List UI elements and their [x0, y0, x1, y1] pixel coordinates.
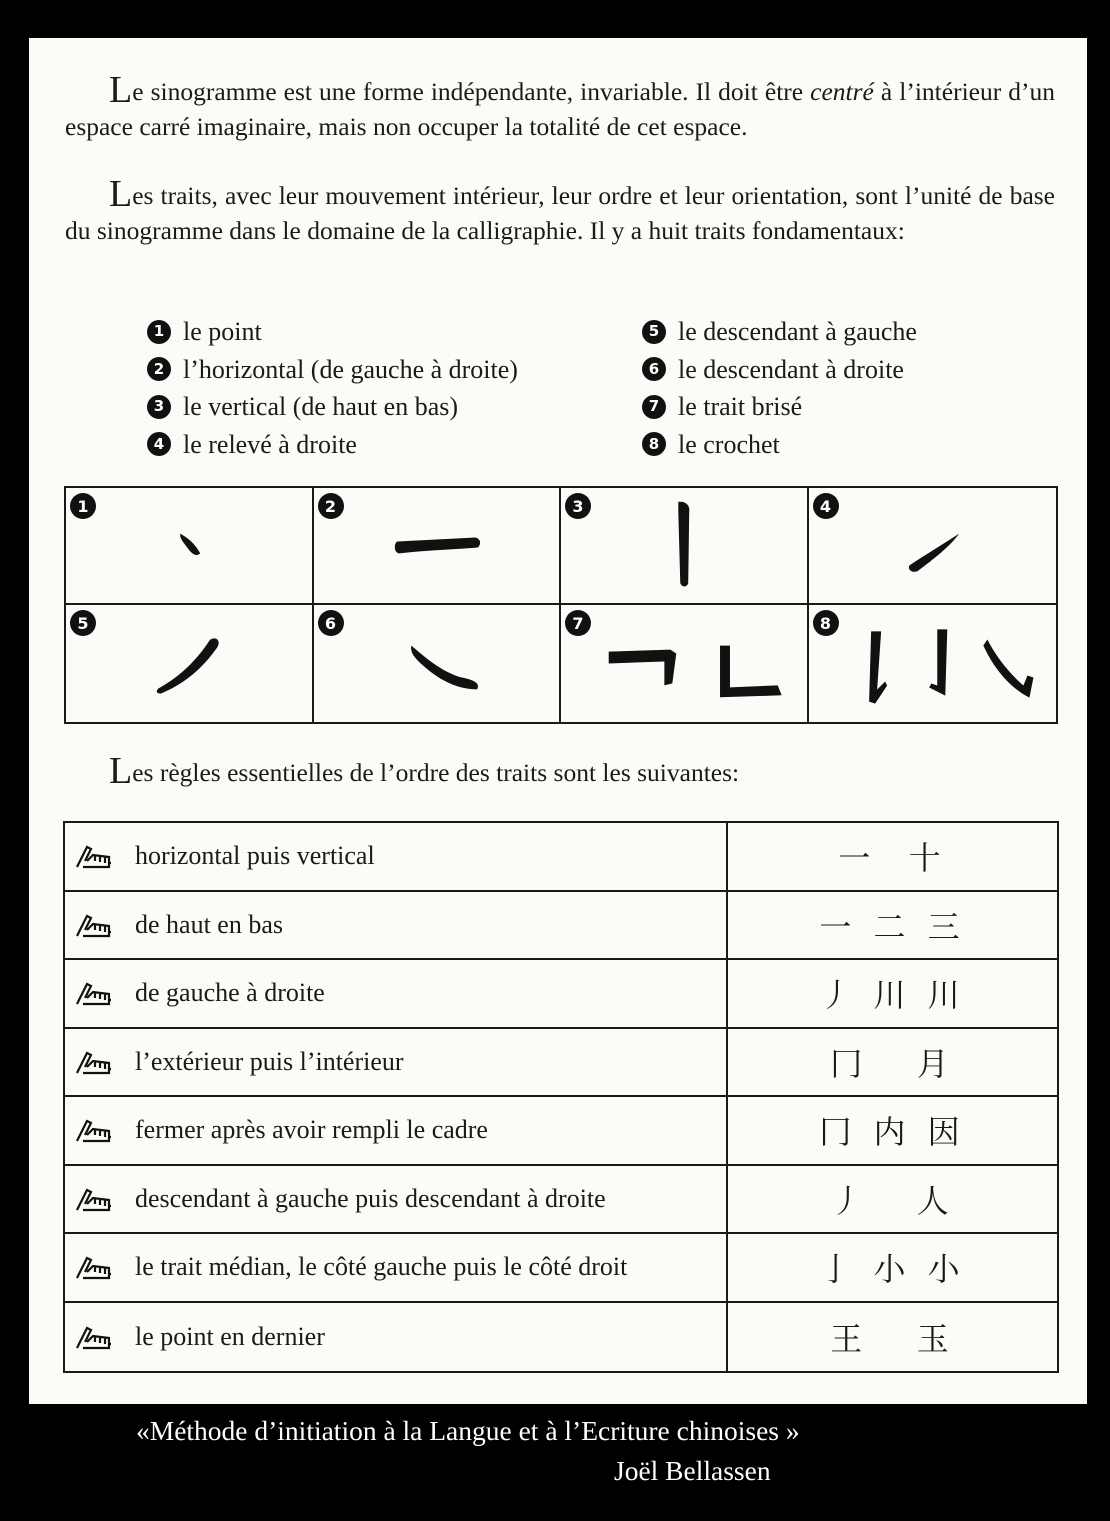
traits-paragraph: Les traits, avec leur mouvement intérieur, leur ordre et leur orientation, sont l’unité de base du sinogramme dans le domaine de la calligraphie. Il y a huit traits fondamentaux:: [65, 173, 1055, 245]
stroke-cell-rising: [809, 488, 1057, 605]
number-badge: 4: [147, 432, 171, 456]
rule-label: horizontal puis vertical: [135, 841, 375, 871]
hook-stroke-icon: [809, 605, 1057, 722]
trait-label: le vertical (de haut en bas): [183, 392, 459, 421]
drop-cap: L: [109, 750, 133, 792]
trait-label: le point: [183, 317, 262, 346]
trait-label: le descendant à droite: [678, 354, 904, 384]
writing-hand-icon: [73, 1322, 113, 1352]
stroke-cell-vertical: [561, 488, 809, 605]
number-badge: 1: [70, 493, 96, 519]
number-badge: 3: [565, 493, 591, 519]
trait-label: le descendant à gauche: [678, 317, 917, 346]
rule-example-chars: 冂 内 因: [819, 1113, 966, 1152]
writing-hand-icon: [73, 1115, 113, 1145]
document-page: [29, 38, 1087, 1404]
number-badge: 7: [642, 395, 666, 419]
rule-text-cell: [65, 1234, 728, 1301]
rule-row: [65, 892, 1057, 961]
number-badge: 4: [813, 493, 839, 519]
rule-text-cell: [65, 1303, 728, 1372]
trait-item: [147, 351, 518, 389]
writing-hand-icon: [73, 841, 113, 871]
rule-example-chars: 冂 月: [830, 1044, 955, 1083]
number-badge: 1: [147, 320, 171, 344]
trait-item: [147, 426, 518, 464]
trait-item: [147, 388, 518, 426]
number-badge: 8: [813, 610, 839, 636]
author-name: Joël Bellassen: [614, 1455, 771, 1486]
horizontal-stroke-icon: [314, 488, 560, 603]
rule-text-cell: [65, 1029, 728, 1096]
rule-example-chars: 亅 小 小: [819, 1250, 966, 1289]
stroke-cell-point: [66, 488, 314, 605]
writing-hand-icon: [73, 1252, 113, 1282]
trait-item: [642, 388, 917, 426]
rule-label: fermer après avoir rempli le cadre: [135, 1115, 488, 1145]
rule-row: [65, 1097, 1057, 1166]
strokes-grid: [64, 486, 1058, 724]
rule-row: [65, 1303, 1057, 1372]
rule-example-chars: 丿 人: [830, 1181, 955, 1220]
rule-row: [65, 823, 1057, 892]
rule-row: [65, 1234, 1057, 1303]
number-badge: 5: [642, 320, 666, 344]
number-badge: 2: [147, 357, 171, 381]
traits-list-left: [147, 313, 518, 463]
rule-example-chars: 一 十: [838, 839, 947, 878]
rising-stroke-icon: [809, 488, 1057, 603]
book-citation: «Méthode d’initiation à la Langue et à l’Ecriture chinoises »: [136, 1415, 800, 1446]
trait-item: [642, 426, 917, 464]
trait-label: le trait brisé: [678, 392, 803, 421]
rule-example-chars: 一 二 三: [819, 907, 966, 946]
rule-label: le trait médian, le côté gauche puis le côté droit: [135, 1252, 628, 1282]
drop-cap: L: [109, 69, 133, 111]
number-badge: 7: [565, 610, 591, 636]
rule-label: le point en dernier: [135, 1321, 325, 1351]
rule-label: descendant à gauche puis descendant à droite: [135, 1183, 606, 1213]
rule-example-chars: 王 玉: [830, 1319, 955, 1358]
number-badge: 3: [147, 395, 171, 419]
stroke-cell-right-falling: [314, 605, 562, 722]
intro-paragraph: Le sinogramme est une forme indépendante, invariable. Il doit être centré à l’intérieur d’un espace carré imaginaire, mais non occuper la totalité de cet espace.: [65, 69, 1055, 141]
trait-label: l’horizontal (de gauche à droite): [183, 354, 518, 384]
number-badge: 6: [642, 357, 666, 381]
vertical-stroke-icon: [561, 488, 807, 603]
rule-text-cell: [65, 892, 728, 959]
trait-item: [642, 351, 917, 389]
writing-hand-icon: [73, 910, 113, 940]
rules-table: [63, 821, 1059, 1373]
stroke-cell-left-falling: [66, 605, 314, 722]
number-badge: 2: [318, 493, 344, 519]
rule-text-cell: [65, 960, 728, 1027]
rule-text-cell: [65, 1166, 728, 1233]
writing-hand-icon: [73, 1047, 113, 1077]
number-badge: 5: [70, 610, 96, 636]
trait-item: [147, 313, 518, 351]
rule-label: de gauche à droite: [135, 978, 325, 1008]
trait-item: [642, 313, 917, 351]
stroke-cell-broken: [561, 605, 809, 722]
broken-stroke-icon: [561, 605, 807, 722]
left-falling-stroke-icon: [66, 605, 312, 722]
trait-label: le crochet: [678, 429, 780, 459]
rule-row: [65, 960, 1057, 1029]
stroke-cell-horizontal: [314, 488, 562, 605]
traits-list-right: [642, 313, 917, 463]
stroke-cell-hook: [809, 605, 1057, 722]
writing-hand-icon: [73, 1184, 113, 1214]
rule-label: de haut en bas: [135, 909, 284, 939]
rule-label: l’extérieur puis l’intérieur: [135, 1046, 404, 1076]
rule-row: [65, 1166, 1057, 1235]
number-badge: 8: [642, 432, 666, 456]
right-falling-stroke-icon: [314, 605, 560, 722]
trait-label: le relevé à droite: [183, 429, 357, 459]
writing-hand-icon: [73, 978, 113, 1008]
number-badge: 6: [318, 610, 344, 636]
rule-example-chars: 丿 川 川: [819, 976, 966, 1015]
rule-row: [65, 1029, 1057, 1098]
point-stroke-icon: [66, 488, 312, 603]
drop-cap: L: [109, 173, 133, 215]
rule-text-cell: [65, 823, 728, 890]
rule-text-cell: [65, 1097, 728, 1164]
rules-intro: Les règles essentielles de l’ordre des traits sont les suivantes:: [109, 750, 740, 792]
